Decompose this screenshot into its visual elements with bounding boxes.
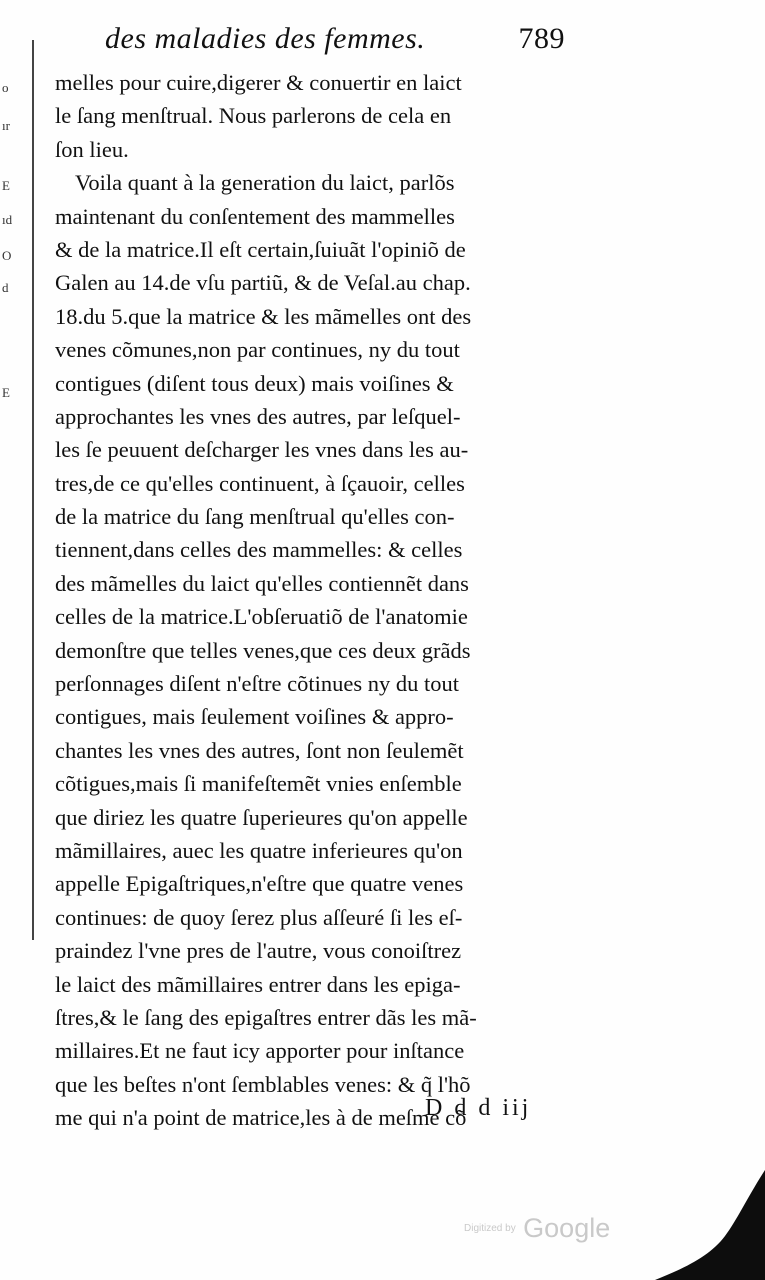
text-line: ſon lieu. bbox=[55, 136, 129, 162]
scan-corner-shadow bbox=[655, 1170, 765, 1280]
adjacent-page-edge bbox=[0, 40, 34, 940]
margin-fragment: ır bbox=[2, 118, 10, 133]
text-line: & de la matrice.Il eſt certain,ſuiuãt l'opiniõ de bbox=[55, 236, 466, 262]
text-line: continues: de quoy ſerez plus aſſeuré ſi les eſ- bbox=[55, 904, 463, 930]
page-number: 789 bbox=[518, 22, 565, 55]
margin-fragment: E bbox=[2, 178, 10, 193]
text-line: Galen au 14.de vſu partiũ, & de Veſal.au chap. bbox=[55, 270, 471, 296]
watermark-prefix: Digitized by bbox=[464, 1223, 516, 1234]
text-line: cõtigues,mais ſi manifeſtemẽt vnies enſemble bbox=[55, 771, 462, 797]
text-line: maintenant du conſentement des mammelles bbox=[55, 203, 455, 229]
text-line: appelle Epigaſtriques,n'eſtre que quatre venes bbox=[55, 871, 464, 897]
text-line: de la matrice du ſang menſtrual qu'elles con- bbox=[55, 504, 455, 530]
text-line: demonſtre que telles venes,que ces deux grãds bbox=[55, 637, 471, 663]
text-line: que les beſtes n'ont ſemblables venes: & q̃ l'hõ bbox=[55, 1071, 471, 1097]
text-line: que diriez les quatre ſuperieures qu'on appelle bbox=[55, 804, 468, 830]
text-line: perſonnages diſent n'eſtre cõtinues ny du tout bbox=[55, 671, 459, 697]
text-line: Voila quant à la generation du laict, parlõs bbox=[75, 170, 455, 196]
signature-mark: D d d iij bbox=[425, 1095, 532, 1121]
text-line: chantes les vnes des autres, ſont non ſeulemẽt bbox=[55, 737, 464, 763]
text-line: celles de la matrice.L'obſeruatiõ de l'anatomie bbox=[55, 604, 468, 630]
text-line: praindez l'vne pres de l'autre, vous conoiſtrez bbox=[55, 938, 462, 964]
text-line: approchantes les vnes des autres, par leſquel- bbox=[55, 403, 461, 429]
text-line: des mãmelles du laict qu'elles contiennẽt dans bbox=[55, 570, 469, 596]
watermark-brand: Google bbox=[523, 1213, 611, 1243]
text-line: contigues, mais ſeulement voiſines & appro- bbox=[55, 704, 454, 730]
margin-fragment: E bbox=[2, 385, 10, 400]
text-line: mãmillaires, auec les quatre inferieures qu'on bbox=[55, 837, 463, 863]
text-line: millaires.Et ne faut icy apporter pour inſtance bbox=[55, 1038, 465, 1064]
margin-fragment: d bbox=[2, 280, 9, 295]
text-line: le laict des mãmillaires entrer dans les epiga- bbox=[55, 971, 461, 997]
page-header bbox=[105, 22, 565, 64]
text-line: ſtres,& le ſang des epigaſtres entrer dãs les mã- bbox=[55, 1004, 477, 1030]
text-line: le ſang menſtrual. Nous parlerons de cela en bbox=[55, 103, 452, 129]
body-text bbox=[55, 66, 575, 1135]
text-line: contigues (diſent tous deux) mais voiſines & bbox=[55, 370, 454, 396]
text-line: les ſe peuuent deſcharger les vnes dans les au- bbox=[55, 437, 469, 463]
margin-fragment: ıd bbox=[2, 212, 13, 227]
running-title: des maladies des femmes. bbox=[105, 22, 426, 55]
text-line: tiennent,dans celles des mammelles: & celles bbox=[55, 537, 463, 563]
text-line: venes cõmunes,non par continues, ny du tout bbox=[55, 337, 460, 363]
margin-fragment: O bbox=[2, 248, 12, 263]
text-line: me qui n'a point de matrice,les à de meſme cõ bbox=[55, 1105, 467, 1131]
digitized-watermark bbox=[464, 1213, 610, 1244]
text-line: tres,de ce qu'elles continuent, à ſçauoir, celles bbox=[55, 470, 465, 496]
text-line: melles pour cuire,digerer & conuertir en laict bbox=[55, 70, 462, 95]
text-line: 18.du 5.que la matrice & les mãmelles ont des bbox=[55, 303, 472, 329]
margin-fragment: o bbox=[2, 80, 9, 95]
